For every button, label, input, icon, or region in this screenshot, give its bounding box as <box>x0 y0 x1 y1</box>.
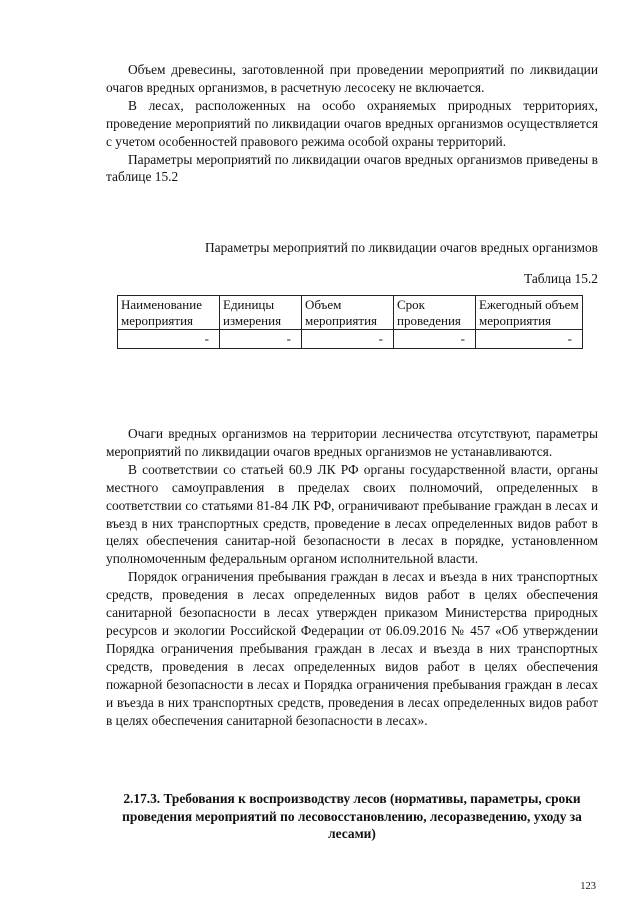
paragraph: Параметры мероприятий по ликвидации очагов вредных организмов приведены в таблице 15.2 <box>106 151 598 185</box>
paragraph: В лесах, расположенных на особо охраняемых природных территориях, проведение мероприятий по ликвидации очагов вредных организмов осуществляется с учетом особенностей правового режима особой охраны территорий. <box>106 97 598 149</box>
intro-text <box>106 61 598 186</box>
body-text <box>106 425 598 729</box>
paragraph: Объем древесины, заготовленной при проведении мероприятий по ликвидации очагов вредных организмов, в расчетную лесосеку не включается. <box>106 62 598 95</box>
paragraph: Очаги вредных организмов на территории лесничества отсутствуют, параметры мероприятий по ликвидации очагов вредных организмов не устанавливаются. <box>106 426 598 459</box>
table-cell: - <box>302 330 394 349</box>
table-header-cell: Срок проведения <box>394 296 476 330</box>
parameters-table <box>117 295 583 349</box>
paragraph: Порядок ограничения пребывания граждан в лесах и въезда в них транспортных средств, проведения в лесах определенных видов работ в целях обеспечения санитарной безопасности в лесах утвержден приказом Министерства природных ресурсов и экологии Российской Федерации от 06.09.2016 № 457 «Об утверждении Порядка ограничения пребывания граждан в лесах и въезда в них транспортных средств, проведения в лесах определенных видов работ в целях обеспечения пожарной безопасности в лесах и Порядка ограничения пребывания граждан в лесах и въезда в них транспортных средств, проведения в лесах определенных видов работ в целях обеспечения санитарной безопасности в лесах». <box>106 569 598 728</box>
paragraph: В соответствии со статьей 60.9 ЛК РФ органы государственной власти, органы местного самоуправления в пределах своих полномочий, определенных в соответствии со статьями 81-84 ЛК РФ, ограничивают пребывание граждан в лесах и въезд в них транспортных средств, проведение в лесах определенных видов работ в целях обеспечения санитар-ной безопасности в лесах в порядке, установленном уполномоченным федеральным органом исполнительной власти. <box>106 461 598 567</box>
page-number: 123 <box>580 881 596 892</box>
table-row <box>118 330 583 349</box>
table-title: Параметры мероприятий по ликвидации очагов вредных организмов <box>204 240 598 255</box>
table-cell: - <box>476 330 583 349</box>
section-heading: 2.17.3. Требования к воспроизводству лесов (нормативы, параметры, сроки проведения мероприятий по лесовосстановлению, лесоразведению, уходу за лесами) <box>122 791 582 841</box>
table-header-cell: Ежегодный объем мероприятия <box>476 296 583 330</box>
table-cell: - <box>118 330 220 349</box>
table-header-cell: Объем мероприятия <box>302 296 394 330</box>
table-cell: - <box>394 330 476 349</box>
table-number: Таблица 15.2 <box>523 271 598 286</box>
table-header-row <box>118 296 583 330</box>
table-cell: - <box>220 330 302 349</box>
table-header-cell: Единицы измерения <box>220 296 302 330</box>
table-header-cell: Наименование мероприятия <box>118 296 220 330</box>
